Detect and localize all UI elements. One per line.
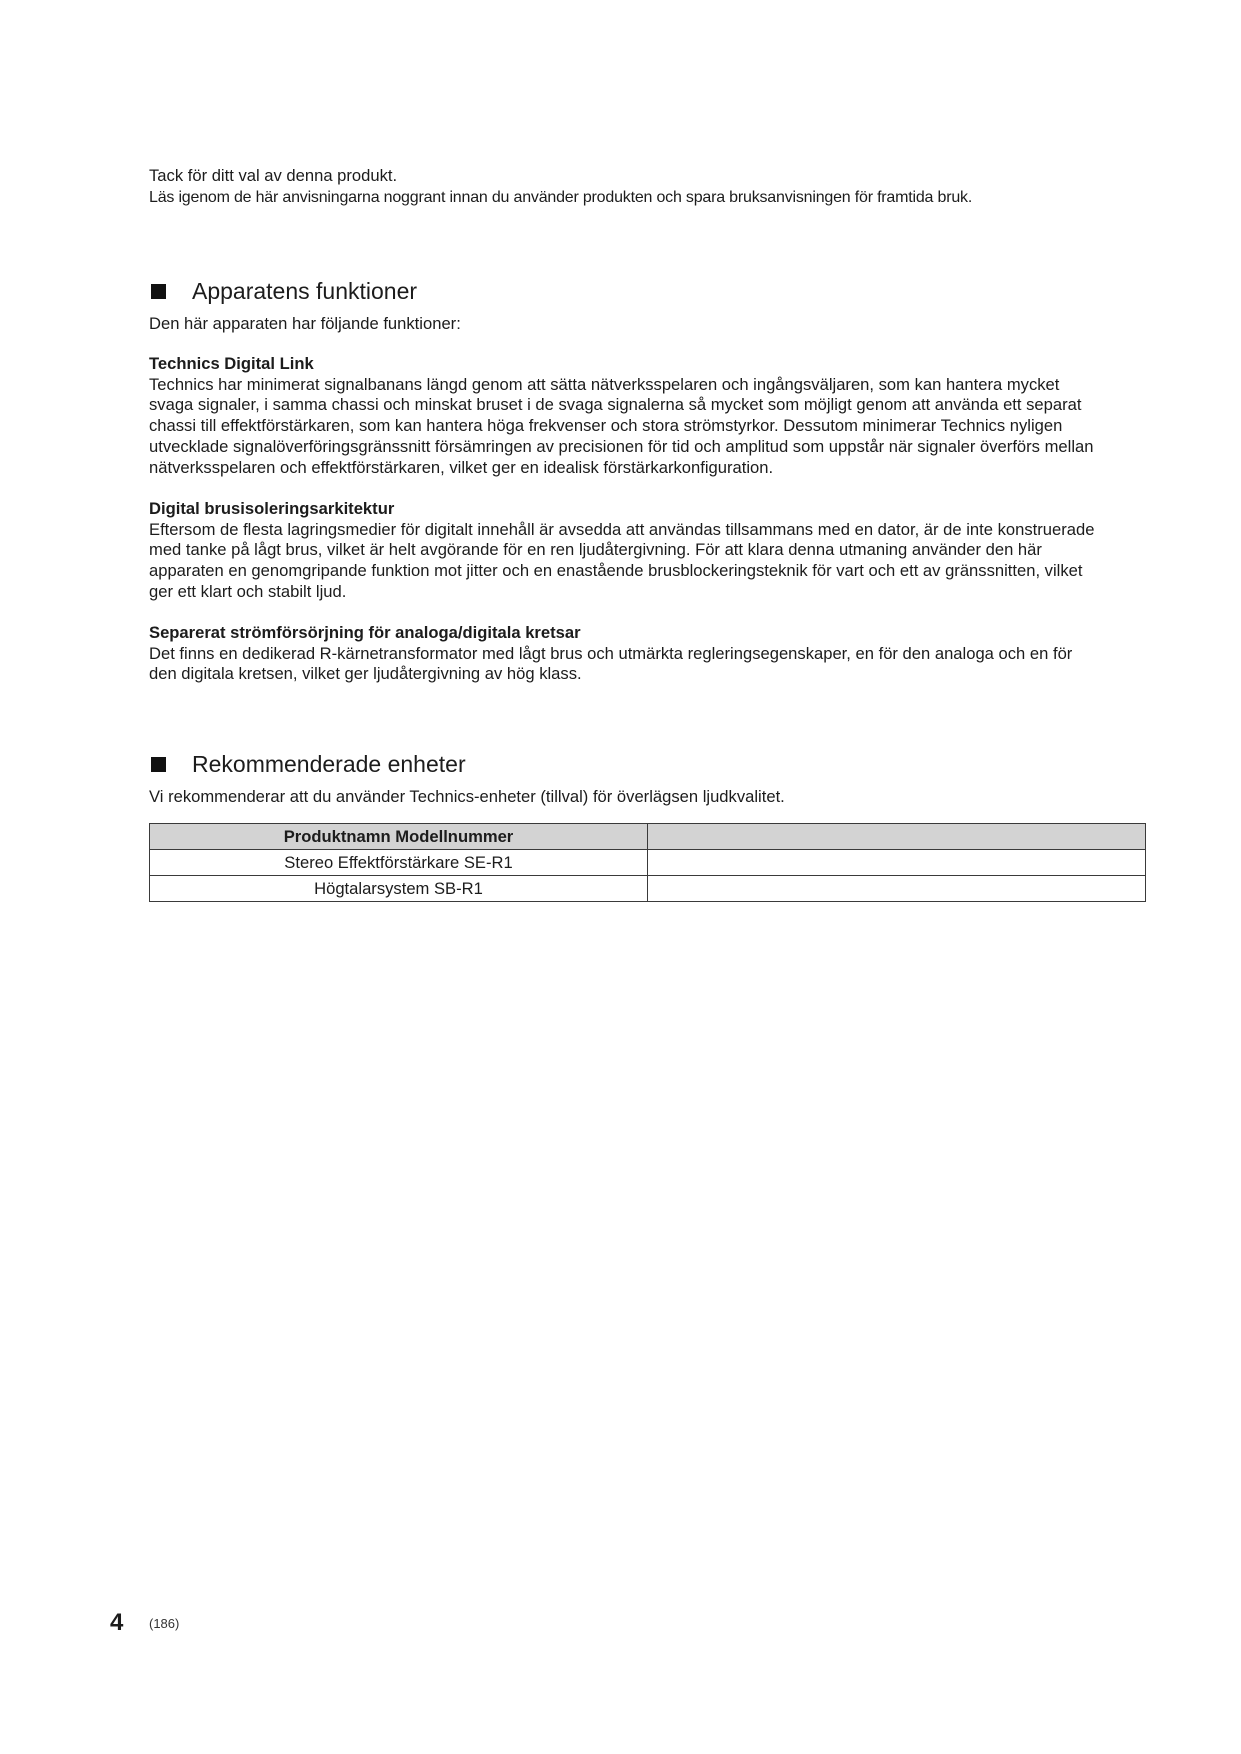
feature-noise-isolation xyxy=(149,499,1094,603)
feature-text-line: Eftersom de flesta lagringsmedier för digitalt innehåll är avsedda att användas tillsammans med en dator, är de inte konstruerade xyxy=(149,519,1095,539)
section-heading-text: Rekommenderade enheter xyxy=(192,751,466,777)
page-reference: (186) xyxy=(149,1616,180,1631)
feature-title: Technics Digital Link xyxy=(149,354,314,373)
section-lead-text: Vi rekommenderar att du använder Technics-enheter (tillval) för överlägsen ljudkvalitet. xyxy=(149,787,785,806)
feature-technics-digital-link xyxy=(149,354,1093,478)
feature-text-line: utvecklade signalöverföringsgränssnitt försämringen av precisionen för tid och amplitud som uppstår när signaler överförs mellan xyxy=(149,436,1094,456)
section-lead-text: Den här apparaten har följande funktioner: xyxy=(149,314,461,333)
heading-square-bullet-icon xyxy=(151,284,166,299)
table-header-cell: Produktnamn Modellnummer xyxy=(150,824,648,850)
recommended-products-table xyxy=(149,823,1146,902)
table-cell: Högtalarsystem SB-R1 xyxy=(150,876,648,902)
page-number: 4 xyxy=(110,1609,124,1636)
section-lead-features xyxy=(149,314,461,335)
table-cell: Stereo Effektförstärkare SE-R1 xyxy=(150,850,648,876)
feature-text-line: Technics har minimerat signalbanans längd genom att sätta nätverksspelaren och ingångsväljaren, som kan hantera mycket xyxy=(149,374,1060,394)
feature-text-line: den digitala kretsen, vilket ger ljudåtergivning av hög klass. xyxy=(149,664,582,684)
section-lead-recommended xyxy=(149,787,785,808)
feature-text-line: med tanke på lågt brus, vilket är helt avgörande för en ren ljudåtergivning. För att klara denna utmaning använder den här xyxy=(149,540,1042,560)
feature-text-line: svaga signaler, i samma chassi och minskat bruset i de svaga signalerna så mycket som möjligt genom att använda ett separat xyxy=(149,395,1082,415)
table-cell xyxy=(648,850,1146,876)
feature-title: Digital brusisoleringsarkitektur xyxy=(149,499,395,518)
feature-text-line: Det finns en dedikerad R-kärnetransformator med lågt brus och utmärkta regleringsegenskaper, en för den analoga och en för xyxy=(149,643,1073,663)
feature-text-line: apparaten en genomgripande funktion mot jitter och en enastående brusblockeringsteknik för vart och ett av gränssnitten, vilket xyxy=(149,561,1083,581)
table-row xyxy=(150,850,1146,876)
feature-separate-power-supply xyxy=(149,623,1072,685)
intro-thanks: Tack för ditt val av denna produkt. xyxy=(149,166,398,185)
section-heading-recommended xyxy=(151,750,466,778)
table-row xyxy=(150,876,1146,902)
feature-title: Separerat strömförsörjning för analoga/digitala kretsar xyxy=(149,623,581,642)
table-cell xyxy=(648,876,1146,902)
intro-instructions: Läs igenom de här anvisningarna noggrant innan du använder produkten och spara bruksanvisningen för framtida bruk. xyxy=(149,188,973,206)
feature-text-line: nätverksspelaren och effektförstärkaren, vilket ger en idealisk förstärkarkonfiguration. xyxy=(149,457,774,477)
table-header-row xyxy=(150,824,1146,850)
table-header-cell xyxy=(648,824,1146,850)
heading-square-bullet-icon xyxy=(151,757,166,772)
feature-text-line: ger ett klart och stabilt ljud. xyxy=(149,581,347,601)
section-heading-text: Apparatens funktioner xyxy=(192,278,418,304)
section-heading-features xyxy=(151,277,417,305)
feature-text-line: chassi till effektförstärkaren, som kan hantera höga frekvenser och stora strömstyrkor. Dessutom minimerar Technics nyligen xyxy=(149,416,1063,436)
intro xyxy=(149,166,972,209)
